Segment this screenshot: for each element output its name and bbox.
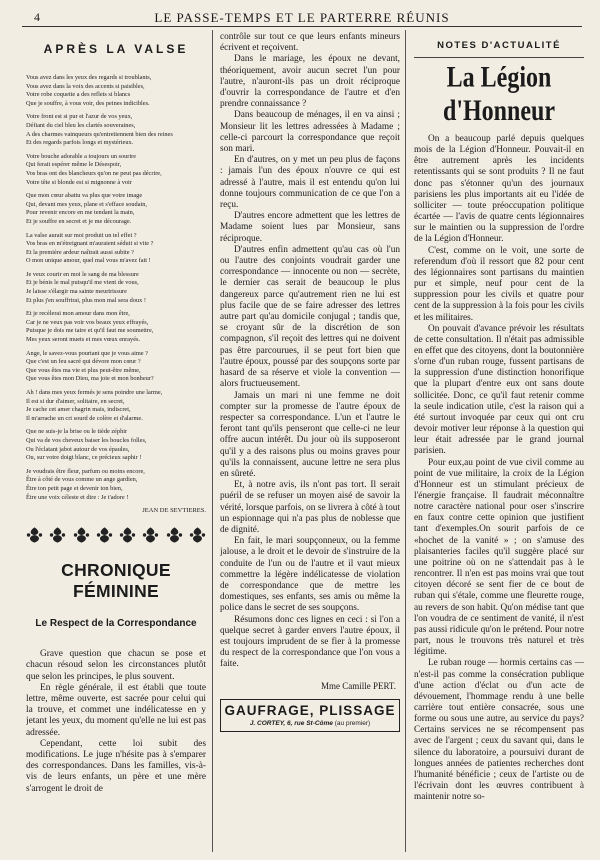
poem-line: Mes yeux seront muets et mes vœux enrayés. [26, 336, 141, 344]
article-paragraph: On pouvait d'avance prévoir les résultats de cette consultation. Il n'était pas admissible en effet que des citoyens, dont la boutonnière s'orne d'un ruban rouge, fussent partisans de la suppression d'une distinction honorifique que la plupart d'entre eux ont sans doute sollicitée. Donc, ce qu'il faut retenir comme la seule indication utile, c'est la raison qui a été surtout invoquée par ceux qui ont cru devoir motiver leur réponse à la question qui leur était adressée par le grand journal parisien. [414, 323, 584, 457]
advert-floor: (au premier) [334, 719, 371, 727]
poem-line: Ou, sur votre doigt blanc, ce précieux saphir ! [26, 454, 142, 462]
poem-line: Que vous êtes mon Dieu, ma joie et mon bonheur? [26, 375, 154, 383]
article-paragraph: Et, à notre avis, ils n'ont pas tort. Il serait puéril de se refuser un moyen aisé de savoir la vérité, lorsque parfois, on se livrera à côté à tout un espionnage qui n'a pas plus de noblesse que de dignité. [220, 480, 400, 535]
poem-body [26, 74, 206, 502]
poem-line: Je laisse s'élargir ma sainte meurtrissure [26, 288, 127, 296]
chronique-subtitle: Le Respect de la Correspondance [35, 618, 197, 630]
poem-line: Pour revenir encore en me tendant la main, [26, 209, 135, 217]
ornament-icon [166, 526, 183, 544]
poem-line: Ah ! dans mes yeux fermés je sens poindre une larme, [26, 389, 163, 396]
poem-line: Que mon cœur abattu va plus que votre image [26, 192, 143, 200]
ornament-icon [73, 526, 90, 544]
poem-line: Et des regards parfois longs et mystérieux. [26, 139, 134, 147]
article-paragraph: Le ruban rouge — hormis certains cas — n'est-il pas comme la consécration publique d'une action d'éclat ou d'un acte de dévouement, l'hommage rendu à une belle carrière tout entière consacrée, sous une forme ou sous une autre, au service du pays? Certains services ne se récompensent pas avec de l'argent ; ceux du savant qui, dans le silence du laboratoire, a poursuivi durant de longues années de patientes recherches dont l'humanité bénéficie ; ceux de l'artiste ou de l'écrivain dont les œuvres contribuent à maintenir notre so- [414, 658, 584, 803]
poem-line: Ou l'éclatant jabot autour de vos épaules, [26, 445, 130, 453]
poem-line: Et je bénis le mal puisqu'il me vient de vous, [26, 279, 139, 287]
poem-line: Et plus j'en souffrirai, plus mon mal sera doux ! [26, 296, 146, 304]
ornament-icon [96, 526, 113, 544]
column-middle [220, 32, 400, 858]
article-paragraph: Pour eux,au point de vue civil comme au point de vue militaire, la croix de la Légion d'Honneur est un stimulant précieux de l'énergie française. Il faudrait méconnaître notre caractère national pour oser s'inscrire en faux contre cette opinion que justifient tant d'exemples.On sourit parfois de ce «hochet de la vanité » ; on s'amuse des plaisanteries faciles qu'il suggère placé sur une poitrine où on ne s'attendait pas à le rencontrer. Il n'en est pas moins vrai que tout citoyen décoré se sent fier de ce bout de ruban qui s'étale, comme une fleurette rouge, au revers de son habit. Qu'on médise tant que l'on voudra de ce sentiment de vanité, il n'est pas aussi ridicule qu'on le prétend. Pour notre part, nous le trouvons très naturel et très légitime. [414, 457, 584, 658]
poem-line: Car je ne veux pas voir vos beaux yeux effrayés, [26, 318, 149, 326]
poem-stanza [26, 350, 206, 384]
poem-stanza [26, 74, 206, 108]
article-paragraph: Dans le mariage, les époux ne devant, théoriquement, avoir aucun secret l'un pour l'autre, n'auront-ils pas un droit réciproque d'ouvrir la correspondance de l'autre et d'en prendre connaissance ? [220, 54, 400, 110]
poem-line: Votre robe coquette a des reflets si blancs [26, 91, 131, 99]
article-title: La Légion d'Honneur [442, 61, 556, 128]
ornament-icon [142, 526, 159, 544]
ornament-icon [119, 526, 136, 544]
poem-line: Qui ferait espérer même le Désespoir, [26, 161, 122, 169]
article-paragraph: D'autres encore admettent que les lettres de Madame soient lues par Monsieur, sans réciproque. [220, 211, 400, 244]
poem-stanza [26, 310, 206, 344]
article-paragraph: D'autres enfin admettent qu'au cas où l'un ou l'autre des conjoints voudrait garder une correspondance — innocente ou non — secrète, le dernier cas serait de beaucoup le plus dangereux parce qu'autrement rien ne lui est plus facile que de se faire adresser des lettres autre part qu'au domicile conjugal ; tandis que, se croyant sûr de la discrétion de son compagnon, s'il reçoit des lettres qui ne doivent pas être parcourues, il se peut fort bien que l'autre époux, poussé par des soupçons sorte par hasard de sa réserve et viole la convention — alors fructueusement. [220, 244, 400, 390]
poem-line: Que vous êtes ma vie et plus peut-être même, [26, 366, 141, 374]
poem-line: O mon unique amour, quel mal vous m'avez fait ! [26, 257, 151, 265]
article-paragraph: En d'autres, on y met un peu plus de façons : jamais l'un des époux n'ouvre ce qui est adressé à l'autre, mais il est entendu qu'on lui donne toujours communication de ce que l'on a reçu. [220, 155, 400, 211]
poem-stanza [26, 232, 206, 266]
poem-line: Je cache cet amer chagrin mais, indiscret, [26, 406, 131, 414]
ornament-border [26, 526, 206, 550]
page-header [22, 4, 582, 26]
column-divider-left [212, 30, 213, 852]
header-rule [22, 26, 582, 27]
poem-line: Votre tête si blonde est si mignonne à voir [26, 178, 132, 186]
poem-stanza [26, 468, 206, 502]
article-paragraph: C'est, comme on le voit, une sorte de referendum d'où il ressort que 82 pour cent des légionnaires sont partisans du maintien pur et simple, neuf pour cent de la suppression pour les civils et quatre pour cent de la suppression à la fois pour les civils et les militaires. [414, 245, 584, 323]
poem-line: Et je recèlerai mon amour dans mon être, [26, 310, 130, 318]
article-paragraph: Cependant, cette loi subit des modifications. Le juge n'hésite pas à s'emparer des correspondances. Dans les familles, vis-à-vis de leurs enfants, un père et une mère s'arrogent le droit de [26, 738, 206, 794]
poem-line: Défiant du ciel bleu les clartés souveraines, [26, 121, 136, 129]
article-paragraph: contrôle sur tout ce que leurs enfants mineurs écrivent et reçoivent. [220, 32, 400, 54]
column-divider-right [405, 30, 406, 852]
poem-stanza [26, 113, 206, 147]
poem-title: APRÈS LA VALSE [43, 42, 189, 56]
advert-address [223, 720, 397, 727]
poem-line: Que je souffre, à vous voir, des peines indicibles. [26, 99, 150, 107]
poem-line: Être à côté de vous comme un ange gardien, [26, 476, 138, 484]
article-paragraph: En fait, le mari soupçonneux, ou la femme jalouse, a le droit et le devoir de s'instruire de la conduite de l'un ou de l'autre et il vaut mieux commettre la légère indélicatesse de violation de correspondance que de mettre les domestiques, ses enfants, ses amis ou même la police dans le secret de ses soupçons. [220, 536, 400, 614]
ornament-icon [26, 526, 43, 544]
poem-line: Être une voix céleste et dire : Je t'adore ! [26, 493, 129, 501]
advert-street: rue St-Côme [294, 719, 333, 727]
poem-line: Ange, le savez-vous pourtant que je vous aime ? [26, 349, 148, 357]
chronique-title: CHRONIQUE FÉMININE [61, 560, 171, 602]
advertisement [220, 699, 400, 732]
article-paragraph: Résumons donc ces lignes en ceci : si l'on a quelque secret à garder envers l'autre époux, il est toujours imprudent de se fier à la promesse du respect de la correspondance que l'on vous a faite. [220, 614, 400, 670]
article-paragraph: On a beaucoup parlé depuis quelques mois de la Légion d'Honneur. Pouvait-il en être autrement après les incidents retentissants qui se sont produits ? Il ne faut donc pas s'étonner qu'un des journaux parisiens les plus importants ait eu l'idée de solliciter — toute préoccupation politique écartée — l'avis de quatre cents légionnaires sur le maintien ou la suppression de l'ordre de la Légion d'Honneur. [414, 134, 584, 245]
poem-line: Que c'est un feu sacré qui dévore mon cœur ? [26, 358, 141, 366]
poem-line: Et la première ardeur naîtrait aussi subite ? [26, 248, 134, 256]
ornament-icon [49, 526, 66, 544]
article-paragraph: Grave question que chacun se pose et chacun résoud selon les circonstances plutôt que selon les principes, le plus souvent. [26, 649, 206, 682]
page-number: 4 [34, 10, 40, 24]
poem-line: Vous avez dans la voix des accents si paisibles, [26, 82, 145, 90]
poem-line: Je veux courir en moi le sang de ma blessure [26, 270, 139, 278]
poem-line: Il m'arrache un cri sourd de colère et d'alarme. [26, 414, 143, 422]
poem-line: Que ne suis-je la brise ou le tiède zéphir [26, 428, 128, 436]
poem-line: Puisque je dois me taire et qu'il faut me soumettre, [26, 327, 154, 335]
article-paragraph: En règle générale, il est établi que toute lettre, même ouverte, est sacrée pour celui qui la trouve, et commet une indélicatesse en y jetant les yeux, du moment qu'elle ne lui est pas adressée. [26, 682, 206, 738]
poem-line: Qui, devant mes yeux, plane et s'efface soudain, [26, 200, 147, 208]
poem-line: Votre front est si pur et l'azur de vos yeux, [26, 113, 133, 121]
poem-line: Être ton petit page et devenir ton bien, [26, 484, 123, 492]
poem-line: Votre bouche adorable a toujours un sourire [26, 152, 137, 160]
poem-line: Et je souffre en secret et je me décourage. [26, 217, 132, 225]
article-paragraph: Dans beaucoup de ménages, il en va ainsi ; Monsieur lit les lettres adressées à Madame ; celle-ci parcourt la correspondance que reçoit son mari. [220, 110, 400, 155]
chronique-signature: Mme Camille PERT. [320, 680, 396, 691]
poem-line: Il est si dur d'aimer, solitaire, en secret, [26, 397, 125, 405]
column-right [414, 32, 584, 858]
poem-stanza [26, 153, 206, 187]
advert-name: J. CORTEY, 6, [249, 719, 293, 727]
poem-stanza [26, 271, 206, 305]
poem-line: Vos bras ont des blancheurs qu'on ne peut pas décrire, [26, 169, 162, 177]
article-paragraph: Jamais un mari ni une femme ne doit compter sur la promesse de l'autre époux de respecter sa correspondance. L'un et l'autre le feront tant qu'ils penseront que celle-ci ne leur offre aucun intérêt. Du jour où ils supposeront qu'il y a des raisons plus ou moins graves pour qu'ils la connaissent, aucune lettre ne sera plus en sûreté. [220, 390, 400, 479]
poem-line: Vos bras en m'étreignant m'auraient séduit si vite ? [26, 240, 154, 248]
poem-line: A des charmes vainqueurs qu'entretiennent bien des reines [26, 130, 173, 138]
poem-stanza [26, 428, 206, 462]
poem-line: Vous avez dans les yeux des regards si troublants, [26, 74, 152, 81]
poem-line: Qui va de vos cheveux baiser les boucles folles, [26, 436, 147, 444]
poem-line: Je voudrais être fleur, parfum ou moins encore, [26, 467, 145, 475]
poem-stanza [26, 389, 206, 423]
poem-author: JEAN DE SEVTIERES. [142, 507, 206, 515]
poem-line: La valse aurait sur moi produit un tel effet ? [26, 231, 137, 239]
poem-stanza [26, 192, 206, 226]
journal-title: LE PASSE-TEMPS ET LE PARTERRE RÉUNIS [154, 10, 450, 25]
section-header: NOTES D'ACTUALITÉ [414, 40, 584, 58]
advert-title: GAUFRAGE, PLISSAGE [224, 702, 396, 718]
ornament-icon [189, 526, 206, 544]
column-left [26, 32, 206, 858]
